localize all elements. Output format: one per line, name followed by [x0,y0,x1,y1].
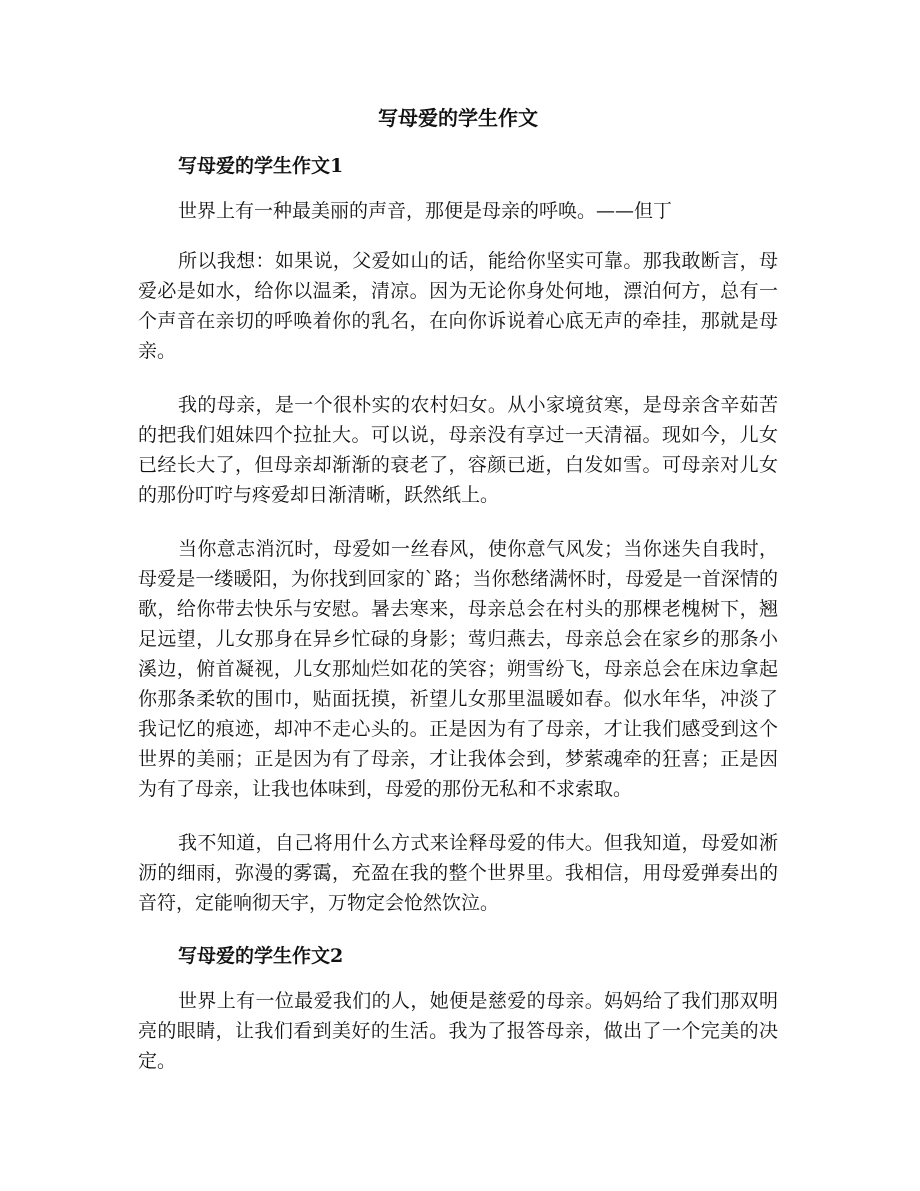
section-heading: 写母爱的学生作文1 [178,155,344,177]
section-2 [138,942,778,1076]
paragraph: 世界上有一种最美丽的声音，那便是母亲的呼唤。——但丁 [178,200,673,222]
paragraph: 我的母亲，是一个很朴实的农村妇女。从小家境贫寒，是母亲含辛茹苦的把我们姐妹四个拉扯大。可以说，母亲没有享过一天清福。现如今，儿女已经长大了，但母亲却渐渐的衰老了，容颜已逝，白发如雪。可母亲对儿女的那份叮咛与疼爱却日渐清晰，跃然纸上。 [138,394,778,506]
paragraph: 当你意志消沉时，母爱如一丝春风，使你意气风发；当你迷失自我时，母爱是一缕暖阳，为你找到回家的`路；当你愁绪满怀时，母爱是一首深情的歌，给你带去快乐与安慰。暑去寒来，母亲总会在村头的那棵老槐树下，翘足远望，儿女那身在异乡忙碌的身影；莺归燕去，母亲总会在家乡的那条小溪边，俯首凝视，儿女那灿烂如花的笑容；朔雪纷飞，母亲总会在床边拿起你那条柔软的围巾，贴面抚摸，祈望儿女那里温暖如春。似水年华，冲淡了我记忆的痕迹，却冲不走心头的。正是因为有了母亲，才让我们感受到这个世界的美丽；正是因为有了母亲，才让我体会到，梦萦魂牵的狂喜；正是因为有了母亲，让我也体味到，母爱的那份无私和不求索取。 [138,538,778,800]
document-title: 写母爱的学生作文 [378,106,538,130]
paragraph: 世界上有一位最爱我们的人，她便是慈爱的母亲。妈妈给了我们那双明亮的眼睛，让我们看到美好的生活。我为了报答母亲，做出了一个完美的决定。 [138,990,778,1072]
paragraph: 所以我想：如果说，父爱如山的话，能给你坚实可靠。那我敢断言，母爱必是如水，给你以温柔，清凉。因为无论你身处何地，漂泊何方，总有一个声音在亲切的呼唤着你的乳名，在向你诉说着心底无声的牵挂，那就是母亲。 [138,250,778,362]
section-1 [138,152,778,918]
document-page [138,104,778,1100]
paragraph: 我不知道，自己将用什么方式来诠释母爱的伟大。但我知道，母爱如淅沥的细雨，弥漫的雾霭，充盈在我的整个世界里。我相信，用母爱弹奏出的音符，定能响彻天宇，万物定会怆然饮泣。 [138,832,778,914]
section-heading: 写母爱的学生作文2 [178,945,344,967]
